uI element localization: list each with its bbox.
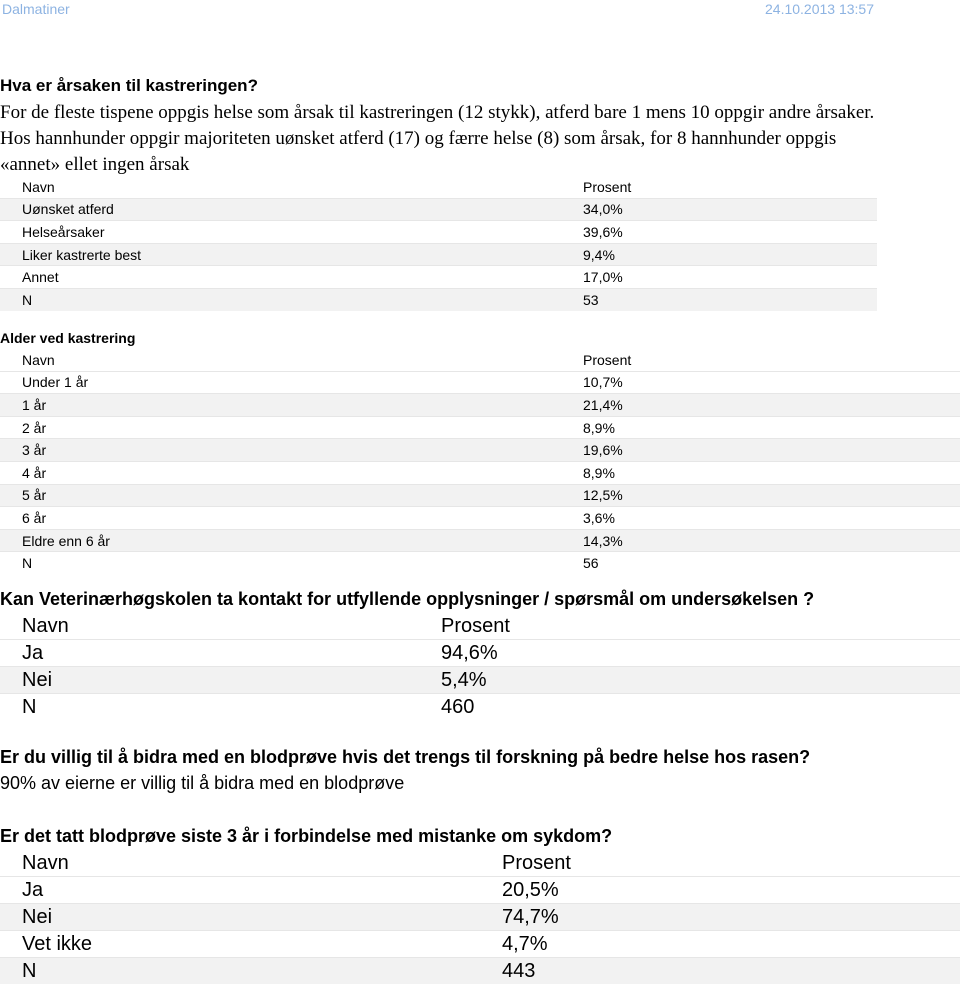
- row-name: Liker kastrerte best: [0, 243, 583, 266]
- table-row: [0, 484, 960, 507]
- row-percent: 12,5%: [583, 484, 960, 507]
- row-percent: 39,6%: [583, 221, 877, 244]
- row-name: Ja: [0, 877, 502, 904]
- row-name: Under 1 år: [0, 371, 583, 394]
- row-name: 3 år: [0, 439, 583, 462]
- question-description-cause: For de fleste tispene oppgis helse som årsak til kastreringen (12 stykk), atferd bare 1 mens 10 oppgir andre årsaker. Hos hannhunder oppgir majoriteten uønsket atferd (17) og færre helse (8) som årsak, for 8 hannhunder oppgis «annet» ellet ingen årsak: [0, 100, 900, 178]
- table-row: [0, 416, 960, 439]
- row-percent: 56: [583, 552, 960, 574]
- row-name: 6 år: [0, 507, 583, 530]
- table-row: [0, 243, 877, 266]
- table-row: [0, 221, 877, 244]
- row-percent: 443: [502, 958, 960, 984]
- row-percent: 8,9%: [583, 461, 960, 484]
- row-name: Vet ikke: [0, 931, 502, 958]
- row-percent: 10,7%: [583, 371, 960, 394]
- table-header-row: [0, 850, 960, 877]
- row-name: Nei: [0, 667, 441, 694]
- column-header-name: Navn: [0, 613, 441, 640]
- table-row: [0, 507, 960, 530]
- row-name: 4 år: [0, 461, 583, 484]
- row-name: Eldre enn 6 år: [0, 529, 583, 552]
- table-header-row: [0, 349, 960, 371]
- row-name: Uønsket atferd: [0, 198, 583, 221]
- row-name: N: [0, 552, 583, 574]
- timestamp: 24.10.2013 13:57: [765, 1, 874, 17]
- row-percent: 460: [441, 694, 960, 721]
- row-percent: 21,4%: [583, 394, 960, 417]
- table-row: [0, 694, 960, 721]
- row-percent: 74,7%: [502, 904, 960, 931]
- table-row: [0, 394, 960, 417]
- table-row: [0, 640, 960, 667]
- table-row: [0, 439, 960, 462]
- column-header-percent: Prosent: [502, 850, 960, 877]
- column-header-percent: Prosent: [583, 349, 960, 371]
- question-title-contact: Kan Veterinærhøgskolen ta kontakt for utfyllende opplysninger / spørsmål om undersøkelsen ?: [0, 589, 814, 610]
- table-row: [0, 552, 960, 574]
- document-name: Dalmatiner: [2, 1, 70, 17]
- table-row: [0, 904, 960, 931]
- column-header-name: Navn: [0, 349, 583, 371]
- row-name: Annet: [0, 266, 583, 289]
- row-name: N: [0, 288, 583, 310]
- question-title-blood-sample: Er du villig til å bidra med en blodprøve hvis det trengs til forskning på bedre helse hos rasen?: [0, 747, 810, 768]
- row-name: N: [0, 694, 441, 721]
- table-row: [0, 667, 960, 694]
- column-header-name: Navn: [0, 176, 583, 198]
- row-percent: 14,3%: [583, 529, 960, 552]
- row-percent: 8,9%: [583, 416, 960, 439]
- page-header: [0, 0, 960, 20]
- table-row: [0, 958, 960, 984]
- row-name: 5 år: [0, 484, 583, 507]
- row-name: Helseårsaker: [0, 221, 583, 244]
- table-header-row: [0, 176, 877, 198]
- table-row: [0, 198, 877, 221]
- row-percent: 5,4%: [441, 667, 960, 694]
- row-percent: 17,0%: [583, 266, 877, 289]
- contact-table: [0, 613, 960, 720]
- row-percent: 20,5%: [502, 877, 960, 904]
- row-percent: 9,4%: [583, 243, 877, 266]
- table-row: [0, 266, 877, 289]
- row-name: Nei: [0, 904, 502, 931]
- table-row: [0, 529, 960, 552]
- recent-test-table: [0, 850, 960, 984]
- answer-text-blood-sample: 90% av eierne er villig til å bidra med en blodprøve: [0, 773, 404, 794]
- column-header-percent: Prosent: [441, 613, 960, 640]
- age-table: [0, 349, 960, 574]
- table-header-row: [0, 613, 960, 640]
- row-percent: 34,0%: [583, 198, 877, 221]
- row-percent: 53: [583, 288, 877, 310]
- table-row: [0, 371, 960, 394]
- row-percent: 4,7%: [502, 931, 960, 958]
- table-row: [0, 461, 960, 484]
- table-row: [0, 288, 877, 310]
- row-name: 2 år: [0, 416, 583, 439]
- row-name: Ja: [0, 640, 441, 667]
- table-row: [0, 931, 960, 958]
- section-title-age: Alder ved kastrering: [0, 330, 135, 346]
- row-percent: 94,6%: [441, 640, 960, 667]
- question-title-cause: Hva er årsaken til kastreringen?: [0, 76, 258, 96]
- row-name: 1 år: [0, 394, 583, 417]
- column-header-name: Navn: [0, 850, 502, 877]
- question-title-recent-test: Er det tatt blodprøve siste 3 år i forbindelse med mistanke om sykdom?: [0, 826, 612, 847]
- row-name: N: [0, 958, 502, 984]
- table-row: [0, 877, 960, 904]
- cause-table: [0, 176, 877, 311]
- row-percent: 19,6%: [583, 439, 960, 462]
- row-percent: 3,6%: [583, 507, 960, 530]
- column-header-percent: Prosent: [583, 176, 877, 198]
